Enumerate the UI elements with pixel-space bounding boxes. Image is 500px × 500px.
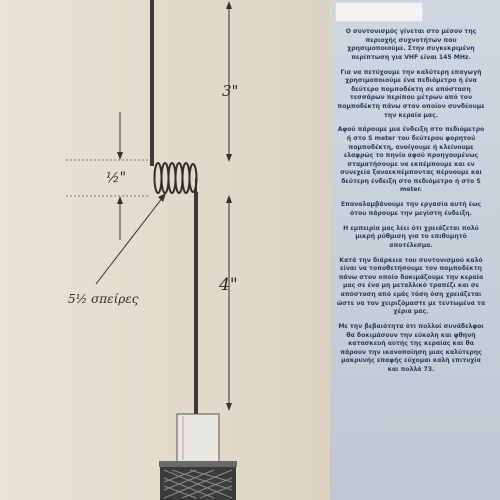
lower-radiator xyxy=(194,192,198,414)
paragraph: Αφού πάρουμε μια ένδειξη στο πεδιόμετρο ή στο S meter του δεύτερου φορητού πομποδέκτη, ανοίγουμε ή κλείνουμε ελαφρώς το πηνίο αφού προηγουμένως σταματήσουμε να εκπέμπουμε και εν συνεχεία ξαναεκπέμποντας πέρνουμε και δεύτερη ένδειξη στο πεδιόμετρο ή στο S meter. xyxy=(337,126,485,194)
turns-label: 5½ σπείρες xyxy=(68,292,139,306)
half-inch-label: ½" xyxy=(106,170,127,186)
header-strip xyxy=(335,2,423,22)
paragraph: Ο συντονισμός γίνεται στο μέσον της περιοχής συχνοτήτων που χρησιμοποιούμε. Στην συγκεκριμένη περίπτωση για VHF είναι 145 MHz. xyxy=(345,28,477,61)
article-text xyxy=(336,28,486,381)
paragraph: Η εμπειρία μας λέει ότι χρειάζεται πολύ μικρή ρύθμιση για το επιθυμητό αποτέλεσμα. xyxy=(343,224,479,249)
loading-coil xyxy=(155,163,197,193)
four-inch-dimension xyxy=(226,195,232,411)
paragraph: Με την βεβαιότητα ότι πολλοί συνάδελφοι θα δοκιμάσουν την εύκολη και φθηνή κατασκευή αυτής της κεραίας και θα πάρουν την ικανοποίηση μιας καλύτερης μακρυνής επαφής εύχομαι καλή επιτυχία και πολλά 73. xyxy=(338,322,484,373)
coil-pointer xyxy=(96,193,166,284)
three-inch-label: 3" xyxy=(222,82,239,100)
four-inch-label: 4" xyxy=(219,275,238,295)
upper-radiator xyxy=(150,0,154,166)
bnc-connector xyxy=(159,414,237,500)
paragraph: Για να πετύχουμε την καλύτερη επαγωγή χρησιμοποιούμε ένα πεδιόμετρο ή ένα δεύτερο πομποδέκτη σε απόσταση τεσσάρων περίπου μέτρων από τον πομποδέκτη πάνω στον οποίον συνδέουμε την κεραία μας. xyxy=(337,68,485,119)
paragraph: Επαναλαμβάνουμε την εργασία αυτή έως ότου πάρουμε την μεγίστη ένδειξη. xyxy=(340,201,481,217)
paragraph: Κατά την διάρκεια του συντονισμού καλό είναι να τοποθετήσουμε τον πομποδέκτη πάνω στον οποίο δοκιμάζουμε την κεραία μας σε ένα μη μεταλλικό τραπέζι και σε απόσταση από εμάς τόση όση χρειάζεται ώστε να τον χειριζόμαστε με τεντωμένα τα χέρια μας. xyxy=(336,256,486,316)
